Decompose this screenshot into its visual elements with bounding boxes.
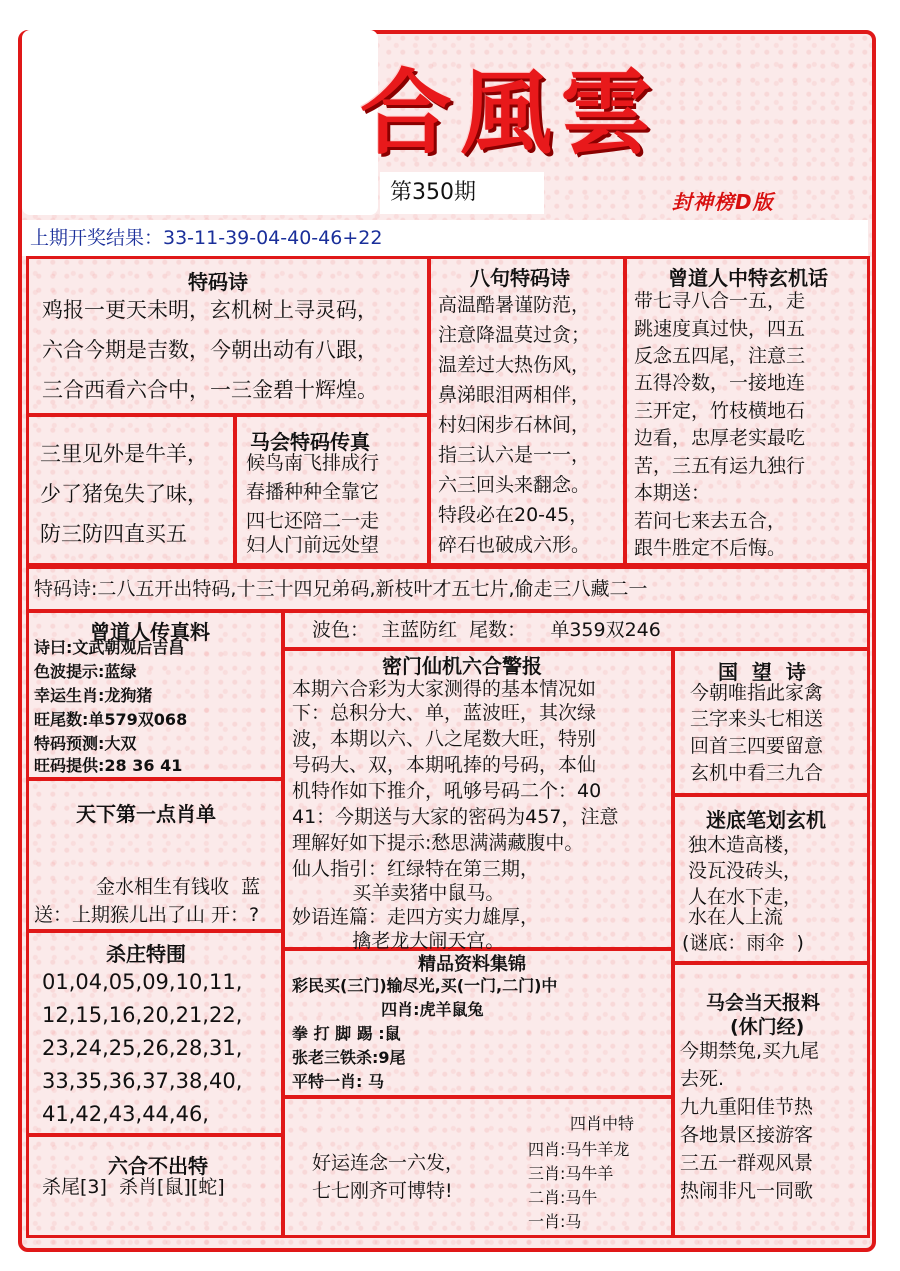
mimen-line: 机特作如下推介，吼够号码二个：40 [292,780,602,802]
tianxia-line: 金水相生有钱收 蓝 [96,876,261,898]
buchute-title: 六合不出特 [108,1154,208,1178]
eight-lines-line: 特段必在20-45， [438,504,589,526]
mimen-title: 密门仙机六合警报 [382,654,542,678]
zeng-xuanji-line: 跳速度真过快，四五 [634,318,806,340]
zeng-xuanji-line: 跟牛胜定不后悔。 [634,537,787,559]
zeng-xuanji-line: 反念五四尾，注意三 [634,345,806,367]
mimen-line: 买羊卖猪中鼠马。 [292,882,505,904]
eight-lines-line: 高温酷暑谨防范， [438,294,591,316]
poem-special-line: 六合今期是吉数，今朝出动有八跟， [42,338,378,362]
jingpin-line: 张老三铁杀:9尾 [292,1048,406,1067]
zeng-fax-line: 幸运生肖:龙狗猪 [34,686,153,705]
sixiao-title: 四肖中特 [570,1114,635,1133]
zeng-fax-line: 特码预测:大双 [34,734,137,753]
guowang-line: 三字来头七相送 [690,708,824,730]
shazhuang-title: 杀庄特围 [106,942,186,966]
poem-sheep-line: 防三防四直买五 [40,522,187,546]
zeng-xuanji-line: 五得冷数，一接地连 [634,372,806,394]
mahui-fax-line: 候鸟南飞排成行 [246,452,380,474]
eight-lines-line: 村妇闲步石林间， [438,414,591,436]
guowang-title: 国 望 诗 [718,660,806,684]
tianxia-title: 天下第一点肖单 [76,802,216,826]
shazhuang-line: 23,24,25,26,28,31, [42,1036,243,1060]
eight-lines-title: 八句特码诗 [470,266,570,290]
jingpin-line: 平特一肖: 马 [292,1072,384,1091]
poem-special-line: 鸡报一更天未明，玄机树上寻灵码， [42,298,378,322]
jingpin-line: 四肖:虎羊鼠兔 [292,1000,484,1019]
zeng-fax-line: 诗曰:文武朝观后吉昌 [34,638,185,657]
haoyun-line: 好运连念一六发， [312,1152,465,1174]
shazhuang-line: 41,42,43,44,46, [42,1102,209,1126]
zeng-fax-line: 色波提示:蓝绿 [34,662,137,681]
zeng-fax-line: 旺码提供:28 36 41 [34,756,183,775]
sixiao-line: 三肖:马牛羊 [528,1164,614,1183]
mahui-fax-title: 马会特码传真 [250,430,370,454]
zeng-xuanji-title: 曾道人中特玄机话 [668,266,828,290]
mahui-fax-line: 妇人门前远处望 [246,534,380,556]
logo-area [22,30,378,215]
midi-line: 人在水下走， [688,886,803,908]
shazhuang-line: 33,35,36,37,38,40, [42,1069,243,1093]
sixiao-line: 一肖:马 [528,1212,582,1231]
poem-special-title: 特码诗 [188,270,248,294]
midi-line: 独木造高楼， [688,834,803,856]
tianxia-line: 送：上期猴儿出了山 开：? [34,904,260,926]
mahui-today-line: 三五一群观风景 [680,1152,814,1174]
poem-sheep-line: 少了猪兔失了味， [40,482,208,506]
color-tail-text: 波色： 主蓝防红 尾数： 单359双246 [312,619,661,641]
previous-result: 上期开奖结果：33-11-39-04-40-46+22 [22,220,868,256]
mahui-today-line: 今期禁兔,买九尾 [680,1040,820,1062]
eight-lines-line: 六三回头来翻念。 [438,474,591,496]
mahui-today-subtitle: (休门经) [730,1016,805,1038]
mahui-today-title: 马会当天报料 [706,992,821,1014]
poem-special-line: 三合西看六合中，一三金碧十辉煌。 [42,378,378,402]
zeng-xuanji-line: 边看，忠厚老实最吃 [634,427,806,449]
zeng-fax-title: 曾道人传真料 [90,620,210,644]
masthead-title: 合風雲 [360,59,661,167]
mahui-fax-line: 四七还陪二一走 [246,510,380,532]
jingpin-line: 彩民买(三门)输尽光,买(一门,二门)中 [292,976,558,995]
jingpin-line: 拳 打 脚 踢 :鼠 [292,1024,401,1043]
jingpin-title: 精品资料集锦 [418,954,526,975]
zeng-xuanji-line: 本期送： [634,482,711,504]
mahui-today-line: 各地景区接游客 [680,1124,814,1146]
edition-label: 封神榜D版 [672,190,774,214]
mimen-line: 本期六合彩为大家测得的基本情况如 [292,678,597,700]
eight-lines-line: 碎石也破成六形。 [438,534,591,556]
guowang-line: 回首三四要留意 [690,735,824,757]
mimen-line: 妙语连篇：走四方实力雄厚， [292,906,540,928]
mahui-today-line: 九九重阳佳节热 [680,1096,814,1118]
guowang-line: 玄机中看三九合 [690,762,824,784]
mahui-today-line: 热闹非凡一同歌 [680,1180,814,1202]
shazhuang-line: 01,04,05,09,10,11, [42,970,243,994]
buchute-text: 杀尾[3] 杀肖[鼠][蛇] [42,1176,225,1198]
mimen-line: 擒老龙大闹天宫。 [292,930,505,952]
zeng-xuanji-line: 若问七来去五合， [634,510,787,532]
eight-lines-line: 温差过大热伤风， [438,354,591,376]
mimen-line: 仙人指引：红绿特在第三期， [292,858,540,880]
midi-line: (谜底：雨伞 ) [682,932,804,954]
banner-poem-text: 特码诗:二八五开出特码,十三十四兄弟码,新枝叶才五七片,偷走三八藏二一 [34,578,648,600]
zeng-fax-line: 旺尾数:单579双068 [34,710,188,729]
shazhuang-line: 12,15,16,20,21,22, [42,1003,243,1027]
midi-title: 迷底笔划玄机 [706,808,826,832]
issue-number: 第350期 [380,172,544,214]
mimen-line: 41：今期送与大家的密码为457，注意 [292,806,619,828]
mahui-today-line: 去死. [680,1068,725,1090]
mahui-fax-line: 春播种种全靠它 [246,481,380,503]
zeng-xuanji-line: 苦，三五有运九独行 [634,455,806,477]
poem-sheep-line: 三里见外是牛羊， [40,442,208,466]
eight-lines-line: 鼻涕眼泪两相伴， [438,384,591,406]
midi-line: 水在人上流 [688,906,784,928]
midi-line: 没瓦没砖头， [688,860,803,882]
zeng-xuanji-line: 三开定，竹枝横地石 [634,400,806,422]
haoyun-line: 七七刚齐可博特! [312,1180,453,1202]
mimen-line: 波，本期以六、八之尾数大旺，特别 [292,728,597,750]
guowang-line: 今朝唯指此家禽 [690,682,824,704]
mimen-line: 理解好如下提示:愁思满满藏腹中。 [292,832,584,854]
zeng-xuanji-line: 带七寻八合一五，走 [634,290,806,312]
mimen-line: 号码大、双，本期吼捧的号码，本仙 [292,754,597,776]
eight-lines-line: 注意降温莫过贪； [438,324,591,346]
mimen-line: 下：总积分大、单，蓝波旺，其次绿 [292,702,597,724]
sixiao-line: 四肖:马牛羊龙 [528,1140,630,1159]
eight-lines-line: 指三认六是一一， [438,444,591,466]
sixiao-line: 二肖:马牛 [528,1188,598,1207]
